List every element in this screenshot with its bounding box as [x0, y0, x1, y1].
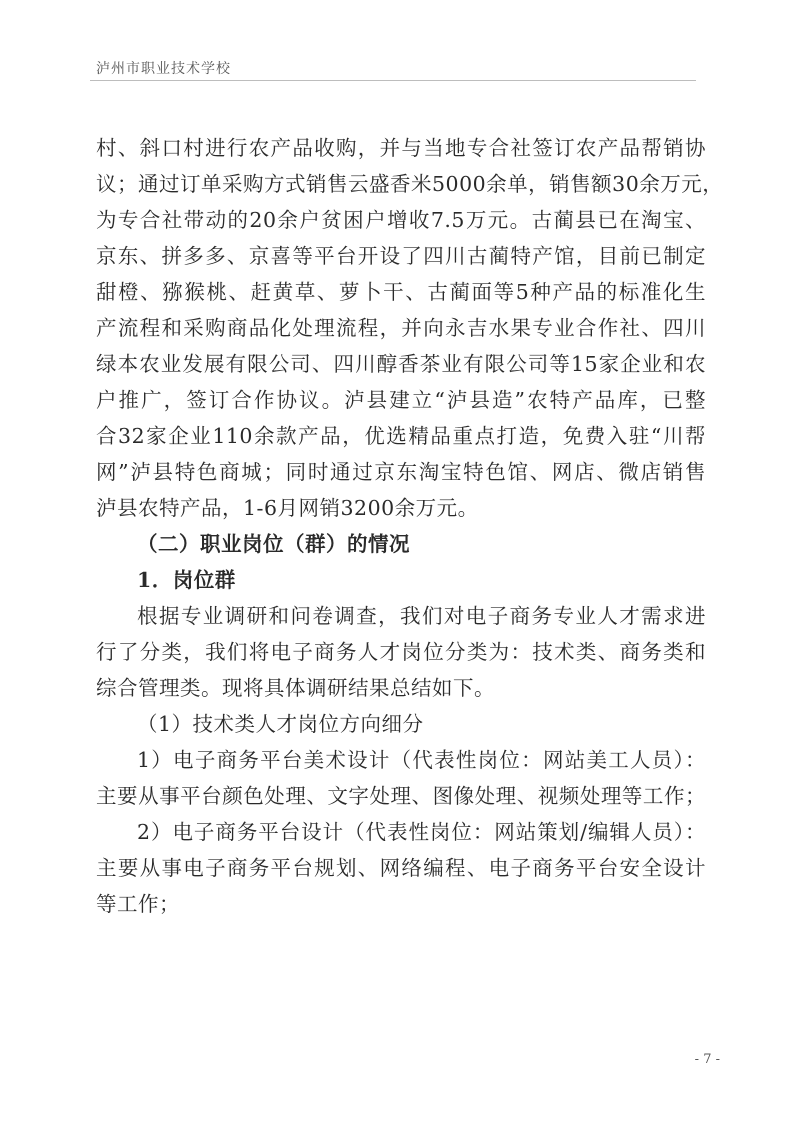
body-line: 村、斜口村进行农产品收购，并与当地专合社签订农产品帮销协 — [96, 136, 706, 160]
item-line: 2）电子商务平台设计（代表性岗位：网站策划/编辑人员）： — [137, 820, 706, 844]
body-line: 议；通过订单采购方式销售云盛香米5000余单，销售额30余万元， — [96, 172, 724, 196]
body-line: 泸县农特产品，1-6月网销3200余万元。 — [96, 496, 479, 520]
page-header-school: 泸州市职业技术学校 — [96, 61, 231, 77]
section-heading: （二）职业岗位（群）的情况 — [137, 532, 410, 556]
item-heading: （1）技术类人才岗位方向细分 — [137, 712, 424, 736]
item-line: 等工作； — [96, 892, 180, 916]
body-line: 甜橙、猕猴桃、赶黄草、萝卜干、古蔺面等5种产品的标准化生 — [96, 280, 706, 304]
body-line: 绿本农业发展有限公司、四川醇香茶业有限公司等15家企业和农 — [96, 352, 706, 376]
body-line: 户推广，签订合作协议。泸县建立“泸县造”农特产品库，已整 — [96, 388, 706, 412]
body-line: 产流程和采购商品化处理流程，并向永吉水果专业合作社、四川 — [96, 316, 706, 340]
subsection-heading: 1．岗位群 — [137, 568, 236, 592]
paragraph-line: 行了分类，我们将电子商务人才岗位分类为：技术类、商务类和 — [96, 640, 706, 664]
page-number: - 7 - — [694, 1052, 720, 1067]
item-line: 主要从事电子商务平台规划、网络编程、电子商务平台安全设计 — [96, 856, 706, 880]
document-body — [96, 130, 724, 922]
paragraph-line: 根据专业调研和问卷调查，我们对电子商务专业人才需求进 — [137, 604, 706, 628]
body-line: 为专合社带动的20余户贫困户增收7.5万元。古蔺县已在淘宝、 — [96, 208, 706, 232]
item-line: 1）电子商务平台美术设计（代表性岗位：网站美工人员）： — [137, 748, 706, 772]
paragraph-line: 综合管理类。现将具体调研结果总结如下。 — [96, 676, 495, 700]
header-divider — [90, 80, 696, 81]
item-line: 主要从事平台颜色处理、文字处理、图像处理、视频处理等工作； — [96, 784, 706, 808]
body-line: 合32家企业110余款产品，优选精品重点打造，免费入驻“川帮 — [96, 424, 706, 448]
body-line: 京东、拼多多、京喜等平台开设了四川古蔺特产馆，目前已制定 — [96, 244, 706, 268]
body-line: 网”泸县特色商城；同时通过京东淘宝特色馆、网店、微店销售 — [96, 460, 706, 484]
